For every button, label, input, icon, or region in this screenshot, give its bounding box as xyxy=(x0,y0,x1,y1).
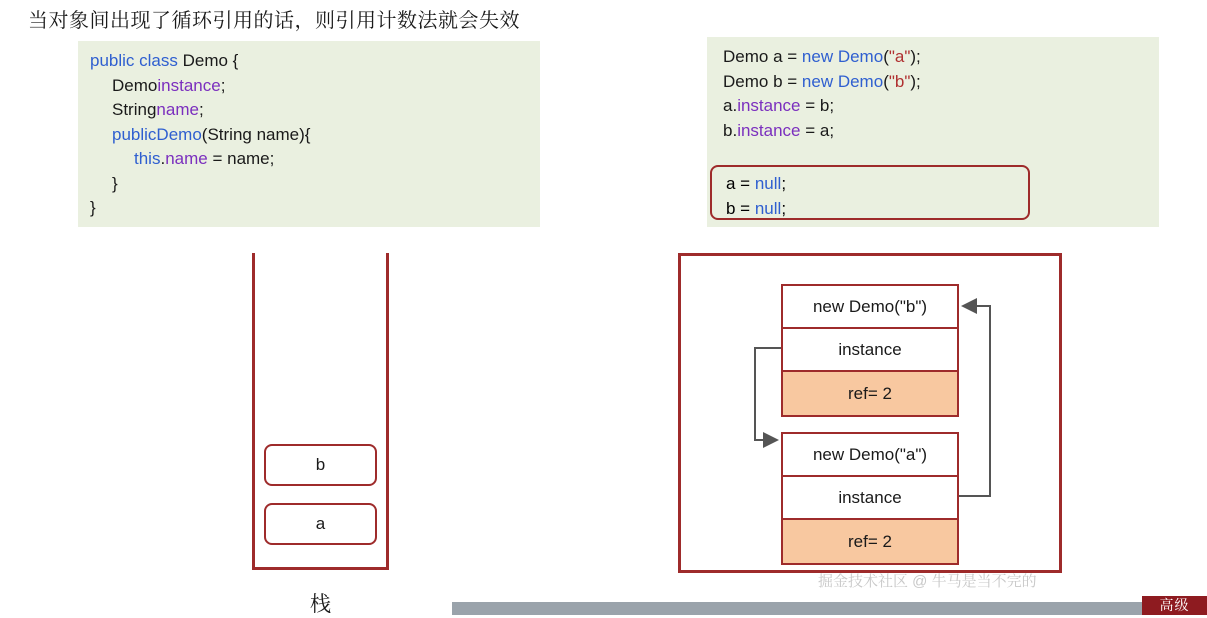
footer-badge: 高级 xyxy=(1142,596,1207,615)
code-left-line-0: public class Demo { xyxy=(90,51,239,70)
stack-cell-b xyxy=(264,444,377,486)
null-assignment-box xyxy=(710,165,1030,220)
heap-object-a-refcount: ref= 2 xyxy=(783,520,957,563)
code-left-line-1: Demoinstance; xyxy=(112,75,226,95)
watermark: 掘金技术社区 @ 牛马是当不完的 xyxy=(818,573,1037,590)
code-left-line-5: } xyxy=(112,173,118,193)
heap-object-b-field: instance xyxy=(783,329,957,372)
code-left-line-3: publicDemo(String name){ xyxy=(112,124,311,144)
heap-object-a-field: instance xyxy=(783,477,957,520)
code-left-line-6: } xyxy=(90,198,96,217)
code-block-class-demo xyxy=(78,41,540,227)
heap-object-b-refcount: ref= 2 xyxy=(783,372,957,415)
code-right-line-1: Demo b = new Demo("b"); xyxy=(723,71,921,91)
heap-object-a xyxy=(781,432,959,565)
footer-bar xyxy=(452,602,1142,615)
stack-cell-b-label: b xyxy=(315,455,326,474)
page-title: 当对象间出现了循环引用的话，则引用计数法就会失效 xyxy=(28,10,520,32)
null-block-line-1: b = null; xyxy=(726,198,787,218)
code-right-line-3: b.instance = a; xyxy=(723,120,835,140)
stack-cell-a xyxy=(264,503,377,545)
code-right-line-2: a.instance = b; xyxy=(723,96,835,115)
heap-object-b xyxy=(781,284,959,417)
code-left-line-2: Stringname; xyxy=(112,100,204,119)
code-left-line-4: this.name = name; xyxy=(134,149,275,168)
heap-object-a-title: new Demo("a") xyxy=(783,434,957,477)
null-block-line-0: a = null; xyxy=(726,174,787,193)
heap-object-b-title: new Demo("b") xyxy=(783,286,957,329)
code-right-line-0: Demo a = new Demo("a"); xyxy=(723,47,921,66)
stack-label: 栈 xyxy=(310,593,331,616)
stack-cell-a-label: a xyxy=(315,514,326,533)
